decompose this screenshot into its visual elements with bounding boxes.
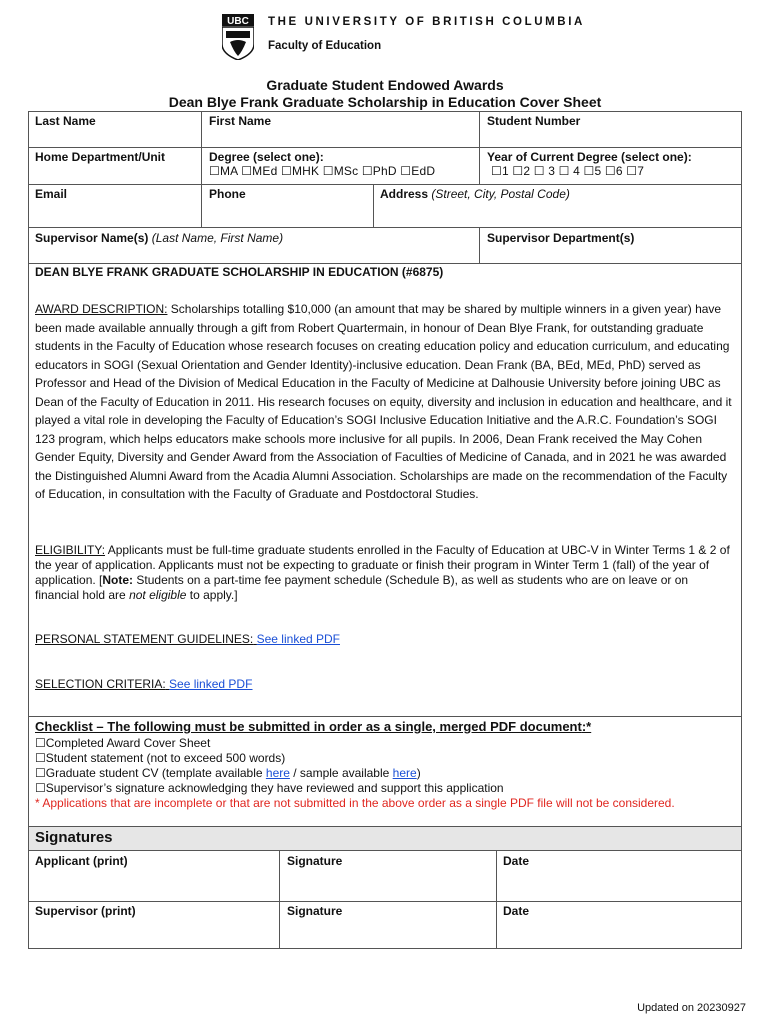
signatures-band	[29, 827, 741, 850]
selection-criteria-label: SELECTION CRITERIA:	[35, 677, 166, 691]
page-subtitle: Dean Blye Frank Graduate Scholarship in Education Cover Sheet	[168, 94, 602, 110]
note-text: Students on a part-time fee payment schedule (Schedule B), as well as students who are on leave or on financial hold are	[35, 573, 689, 602]
divider	[28, 147, 742, 148]
signatures-heading: Signatures	[35, 829, 113, 846]
ubc-logo	[222, 14, 585, 60]
divider	[479, 227, 480, 263]
eligibility-end: to apply.]	[186, 588, 238, 602]
supervisor-date-field[interactable]: Date	[503, 904, 530, 918]
supervisor-names-field[interactable]	[35, 231, 283, 245]
supervisor-department-field[interactable]: Supervisor Department(s)	[487, 231, 635, 245]
selection-criteria-line	[35, 677, 252, 691]
applicant-date-field[interactable]: Date	[503, 854, 530, 868]
page-title: Graduate Student Endowed Awards	[266, 77, 504, 93]
applicant-signature-field[interactable]: Signature	[287, 854, 343, 868]
not-eligible-text: not eligible	[129, 588, 187, 602]
student-number-field[interactable]: Student Number	[487, 114, 581, 128]
divider	[28, 263, 742, 264]
checklist-heading	[35, 719, 591, 734]
checklist-heading-suffix: :*	[581, 719, 592, 734]
updated-date: Updated on 20230927	[637, 1002, 746, 1014]
divider	[28, 716, 742, 717]
scholarship-heading: DEAN BLYE FRANK GRADUATE SCHOLARSHIP IN EDUCATION (#6875)	[35, 265, 444, 279]
note-label: Note:	[102, 573, 134, 587]
eligibility-text: Applicants must be full-time graduate students enrolled in the Faculty of Education at UBC-V in Winter Terms 1 & 2 of the year of application. Applicants must not be expecting to graduate or finish their program in Winter Term 1 (fall) of the year of application. [	[35, 543, 730, 587]
address-field[interactable]	[380, 187, 570, 201]
checklist-item-statement[interactable]: ☐Student statement (not to exceed 500 words)	[35, 751, 286, 765]
checklist-item-supervisor[interactable]: ☐Supervisor’s signature acknowledging they have reviewed and support this application	[35, 781, 504, 795]
address-label: Address	[380, 187, 429, 201]
divider	[28, 901, 742, 902]
cv-sample-link[interactable]: here	[392, 766, 417, 780]
degree-label: Degree (select one):	[209, 150, 324, 164]
supervisor-signature-field[interactable]: Signature	[287, 904, 343, 918]
first-name-field[interactable]: First Name	[209, 114, 272, 128]
divider	[373, 184, 374, 227]
eligibility-label: ELIGIBILITY:	[35, 543, 106, 557]
cv-text: ☐Graduate student CV (template available	[35, 766, 266, 780]
supervisor-names-hint: (Last Name, First Name)	[151, 231, 284, 245]
cv-template-link[interactable]: here	[265, 766, 290, 780]
divider	[496, 850, 497, 949]
divider	[28, 850, 742, 851]
university-name: THE UNIVERSITY OF BRITISH COLUMBIA	[268, 16, 585, 28]
warning-text: * Applications that are incomplete or that are not submitted in the above order as a single PDF file will not be considered.	[35, 796, 675, 810]
email-field[interactable]: Email	[35, 187, 68, 201]
applicant-print-field[interactable]: Applicant (print)	[35, 854, 128, 868]
eligibility	[35, 543, 735, 603]
divider	[479, 111, 480, 184]
divider	[28, 227, 742, 228]
supervisor-print-field[interactable]: Supervisor (print)	[35, 904, 136, 918]
svg-text:UBC: UBC	[227, 16, 249, 27]
home-department-field[interactable]: Home Department/Unit	[35, 150, 166, 164]
cv-mid-text: / sample available	[289, 766, 393, 780]
cv-end-text: )	[416, 766, 421, 780]
award-description	[35, 300, 735, 504]
degree-checkboxes[interactable]: ☐MA ☐MEd ☐MHK ☐MSc ☐PhD ☐EdD	[209, 164, 436, 178]
last-name-field[interactable]: Last Name	[35, 114, 96, 128]
year-checkboxes[interactable]: ☐1 ☐2 ☐ 3 ☐ 4 ☐5 ☐6 ☐7	[491, 164, 645, 178]
award-text: Scholarships totalling $10,000 (an amount that may be shared by multiple winners in a given year) have been made available annually through a gift from Robert Quartermain, in honour of Dean Blye Frank, for outstanding graduate students in the Faculty of Education whose research focuses on creating education policy and education curriculum, and educating educators in SOGI (Sexual Orientation and Gender Identity)-inclusive education. Dean Frank (BA, BEd, MEd, PhD) served as Professor and Head of the Division of Medical Education in the Faculty of Medicine at Dalhousie University before joining UBC as Dean of the Faculty of Education in 2011. His research focuses on equity, diversity and inclusion in education and healthcare, and it played a vital role in developing the Faculty of Education’s SOGI Inclusive Education Initiative and the A.R.C. Foundation’s SOGI 123 program, which helps educators make schools more inclusive for all pupils. In 2006, Dean Frank received the May Cohen Gender Equity, Diversity and Gender Award from the Association of Faculties of Medicine of Canada, and in 2021 he was awarded the Distinguished Alumni Award from the Acadia Alumni Association. Scholarships are made on the recommendation of the Faculty of Education, in consultation with the Faculty of Graduate and Postdoctoral Studies.	[35, 302, 732, 501]
checklist-item-cover-sheet[interactable]: ☐Completed Award Cover Sheet	[35, 736, 211, 750]
phone-field[interactable]: Phone	[209, 187, 246, 201]
divider	[201, 111, 202, 227]
supervisor-names-label: Supervisor Name(s)	[35, 231, 149, 245]
personal-statement-label: PERSONAL STATEMENT GUIDELINES:	[35, 632, 254, 646]
selection-criteria-link[interactable]: See linked PDF	[169, 677, 253, 691]
checklist-item-cv[interactable]	[35, 766, 421, 780]
personal-statement-line	[35, 632, 340, 646]
checklist-heading-text: Checklist – The following must be submitted in order as a single, merged PDF document	[35, 719, 582, 734]
ubc-crest-icon	[222, 14, 254, 60]
address-hint: (Street, City, Postal Code)	[431, 187, 570, 201]
personal-statement-link[interactable]: See linked PDF	[256, 632, 340, 646]
award-label: AWARD DESCRIPTION:	[35, 302, 168, 316]
faculty-name: Faculty of Education	[268, 40, 382, 52]
year-label: Year of Current Degree (select one):	[487, 150, 692, 164]
divider	[279, 850, 280, 949]
divider	[28, 184, 742, 185]
